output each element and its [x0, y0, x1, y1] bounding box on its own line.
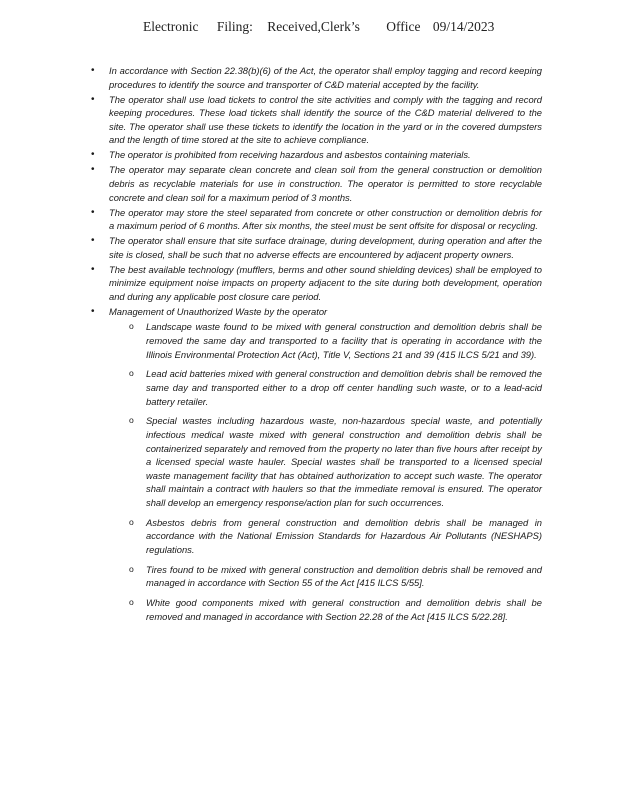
header-filing: Filing:: [216, 19, 253, 34]
header-date: 09/14/2023: [432, 19, 495, 34]
header-received-clerks: Received,Clerk’s: [267, 19, 360, 34]
condition-item: • The best available technology (mufflers, berms and other sound shielding devices) shall be employed to minimize equipment noise impacts on property adjacent to the site during both development, operation and during any applicable post closure care period.: [90, 263, 542, 304]
condition-item: • In accordance with Section 22.38(b)(6) of the Act, the operator shall employ tagging and record keeping procedures to identify the source and transporter of C&D material accepted by the facility.: [90, 64, 542, 91]
sub-item-landscape-waste: o Landscape waste found to be mixed with general construction and demolition debris shall be removed the same day and transported to a facility that is operating in accordance with the Illinois Environmental Protection Act (Act), Title V, Sections 21 and 39 (415 ILCS 5/21 and 39).: [146, 320, 542, 361]
condition-item: • The operator is prohibited from receiving hazardous and asbestos containing materials.: [90, 148, 542, 162]
sub-item-tires: o Tires found to be mixed with general construction and demolition debris shall be removed and managed in accordance with Section 55 of the Act [415 ILCS 5/55].: [146, 563, 542, 590]
header-electronic: Electronic: [143, 19, 199, 34]
sub-item-white-goods: o White good components mixed with general construction and demolition debris shall be removed and managed in accordance with Section 22.28 of the Act [415 ILCS 5/22.28].: [146, 596, 542, 623]
header-office: Office: [386, 19, 421, 34]
condition-item: • The operator shall use load tickets to control the site activities and comply with the tagging and record keeping procedures. These load tickets shall identify the source of the C&D material delivered to the site. The operator shall use these tickets to identify the location in the yard or in the covered dumpsters and the length of time stored at the site to achieve compliance.: [90, 93, 542, 147]
unauthorized-waste-heading: Management of Unauthorized Waste by the operator: [109, 305, 328, 317]
condition-item: • The operator shall ensure that site surface drainage, during development, during operation and after the site is closed, shall be such that no adverse effects are encountered by adjacent property owners.: [90, 234, 542, 261]
sub-item-special-wastes: o Special wastes including hazardous waste, non-hazardous special waste, and potentially infectious medical waste mixed with general construction and demolition debris shall be containerized separately and removed from the property no later than five hours after receipt by a licensed special waste hauler. Special wastes shall be transported to a licensed special waste management facility that has obtained authorization to accept such waste. The operator shall maintain a contract with haulers so that the immediate removal is ensured. The operator shall develop an emergency response/action plan for such occurrences.: [146, 414, 542, 509]
condition-item: • The operator may separate clean concrete and clean soil from the general construction or demolition debris as recyclable materials for use in construction. The operator is permitted to store recyclable concrete and clean soil for a maximum period of 3 months.: [90, 163, 542, 204]
sub-item-asbestos: o Asbestos debris from general construction and demolition debris shall be managed in accordance with the National Emission Standards for Hazardous Air Pollutants (NESHAPS) regulations.: [146, 516, 542, 557]
unauthorized-waste-list: [109, 320, 542, 623]
conditions-list: [90, 64, 542, 623]
sub-item-lead-acid-batteries: o Lead acid batteries mixed with general construction and demolition debris shall be removed the same day and transported either to a drop off center handling such waste, or to a lead-acid battery retailer.: [146, 367, 542, 408]
filing-stamp-header: [143, 19, 494, 35]
document-body: [90, 64, 542, 629]
condition-item-unauthorized-waste: [90, 305, 542, 623]
condition-item: • The operator may store the steel separated from concrete or other construction or demolition debris for a maximum period of 6 months. After six months, the steel must be sent offsite for disposal or recycling.: [90, 206, 542, 233]
